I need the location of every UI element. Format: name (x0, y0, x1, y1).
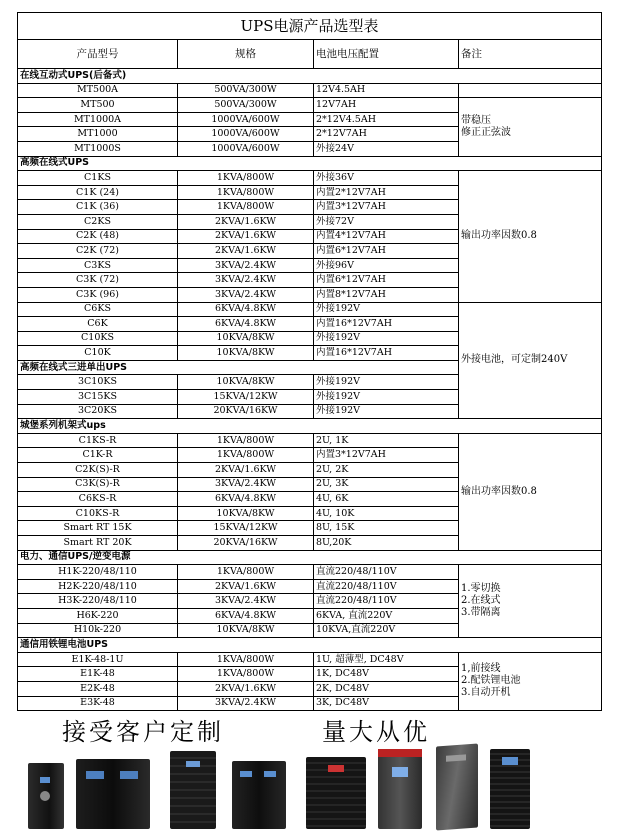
model-cell: H3K-220/48/110 (18, 594, 178, 609)
remark-cell: 1,前接线 2.配铁锂电池 3.自动开机 (459, 652, 602, 710)
spec-cell: 3KVA/2.4KW (178, 477, 314, 492)
spec-cell: 10KVA/8KW (178, 331, 314, 346)
model-cell: C2KS (18, 214, 178, 229)
battery-cell: 4U, 6K (314, 492, 459, 507)
battery-cell: 内置4*12V7AH (314, 229, 459, 244)
spec-cell: 2KVA/1.6KW (178, 681, 314, 696)
header-model: 产品型号 (18, 40, 178, 69)
battery-cell: 外接192V (314, 390, 459, 405)
model-cell: MT500A (18, 83, 178, 98)
spec-cell: 1KVA/800W (178, 667, 314, 682)
model-cell: E1K-48 (18, 667, 178, 682)
spec-cell: 20KVA/16KW (178, 404, 314, 419)
remark-cell: 输出功率因数0.8 (459, 171, 602, 302)
battery-cell: 外接192V (314, 302, 459, 317)
table-title: UPS电源产品选型表 (18, 13, 602, 40)
section-row (18, 419, 602, 434)
model-cell: H10k-220 (18, 623, 178, 638)
spec-cell: 1KVA/800W (178, 185, 314, 200)
spec-cell: 3KVA/2.4KW (178, 258, 314, 273)
ups-rack-angled-icon (436, 744, 478, 831)
spec-cell: 1000VA/600W (178, 127, 314, 142)
spec-cell: 6KVA/4.8KW (178, 317, 314, 332)
spec-cell: 500VA/300W (178, 98, 314, 113)
battery-cell: 2K, DC48V (314, 681, 459, 696)
section-row (18, 156, 602, 171)
battery-cell: 内置6*12V7AH (314, 273, 459, 288)
model-cell: 3C15KS (18, 390, 178, 405)
model-cell: MT1000A (18, 112, 178, 127)
header-remark: 备注 (459, 40, 602, 69)
battery-cell: 内置8*12V7AH (314, 287, 459, 302)
spec-cell: 10KVA/8KW (178, 375, 314, 390)
battery-cell: 2*12V7AH (314, 127, 459, 142)
spec-cell: 3KVA/2.4KW (178, 696, 314, 711)
section-row (18, 638, 602, 653)
spec-cell: 1KVA/800W (178, 448, 314, 463)
section-title: 高频在线式三进单出UPS (18, 360, 602, 375)
battery-cell: 外接192V (314, 331, 459, 346)
spec-cell: 1KVA/800W (178, 433, 314, 448)
model-cell: C10KS (18, 331, 178, 346)
model-cell: C2K (48) (18, 229, 178, 244)
model-cell: E1K-48-1U (18, 652, 178, 667)
table-row (18, 171, 602, 186)
battery-cell: 2U, 2K (314, 463, 459, 478)
model-cell: C6KS (18, 302, 178, 317)
battery-cell: 2U, 1K (314, 433, 459, 448)
spec-cell: 1KVA/800W (178, 171, 314, 186)
model-cell: H6K-220 (18, 608, 178, 623)
battery-cell: 内置16*12V7AH (314, 317, 459, 332)
model-cell: H2K-220/48/110 (18, 579, 178, 594)
remark-cell-empty (459, 83, 602, 98)
battery-cell: 4U, 10K (314, 506, 459, 521)
battery-cell: 直流220/48/110V (314, 579, 459, 594)
model-cell: C3K (96) (18, 287, 178, 302)
spec-cell: 6KVA/4.8KW (178, 492, 314, 507)
model-cell: C3K (72) (18, 273, 178, 288)
spec-cell: 10KVA/8KW (178, 506, 314, 521)
spec-cell: 1000VA/600W (178, 141, 314, 156)
table-row (18, 652, 602, 667)
remark-cell: 输出功率因数0.8 (459, 433, 602, 550)
product-photo-strip (0, 745, 638, 835)
model-cell: MT1000S (18, 141, 178, 156)
model-cell: MT1000 (18, 127, 178, 142)
spec-cell: 6KVA/4.8KW (178, 302, 314, 317)
battery-cell: 直流220/48/110V (314, 594, 459, 609)
battery-cell: 3K, DC48V (314, 696, 459, 711)
remark-cell: 1.零切换 2.在线式 3.带隔离 (459, 565, 602, 638)
ups-tower-dual-icon (232, 761, 286, 829)
spec-cell: 2KVA/1.6KW (178, 244, 314, 259)
remark-cell: 外接电池，可定制240V (459, 302, 602, 419)
model-cell: 3C20KS (18, 404, 178, 419)
spec-cell: 2KVA/1.6KW (178, 214, 314, 229)
remark-cell: 带稳压 修正正弦波 (459, 98, 602, 156)
model-cell: C1KS (18, 171, 178, 186)
battery-cell: 外接24V (314, 141, 459, 156)
battery-cell: 1U, 超薄型, DC48V (314, 652, 459, 667)
battery-cell: 8U, 15K (314, 521, 459, 536)
battery-cell: 外接36V (314, 171, 459, 186)
spec-cell: 1000VA/600W (178, 112, 314, 127)
battery-cell: 12V4.5AH (314, 83, 459, 98)
model-cell: C10K (18, 346, 178, 361)
battery-cell: 1K, DC48V (314, 667, 459, 682)
table-row (18, 302, 602, 317)
spec-cell: 1KVA/800W (178, 652, 314, 667)
header-battery: 电池电压配置 (314, 40, 459, 69)
spec-cell: 3KVA/2.4KW (178, 594, 314, 609)
bulk-banner: 量大从优 (322, 718, 430, 746)
battery-cell: 6KVA, 直流220V (314, 608, 459, 623)
ups-tower-medium-icon (76, 759, 150, 829)
model-cell: C6KS-R (18, 492, 178, 507)
model-cell: Smart RT 20K (18, 536, 178, 551)
spec-cell: 2KVA/1.6KW (178, 229, 314, 244)
spec-cell: 2KVA/1.6KW (178, 579, 314, 594)
battery-cell: 直流220/48/110V (314, 565, 459, 580)
model-cell: Smart RT 15K (18, 521, 178, 536)
model-cell: C3K(S)-R (18, 477, 178, 492)
model-cell: C1K-R (18, 448, 178, 463)
battery-cell: 内置16*12V7AH (314, 346, 459, 361)
model-cell: H1K-220/48/110 (18, 565, 178, 580)
battery-cell: 8U,20K (314, 536, 459, 551)
section-title: 电力、通信UPS/逆变电源 (18, 550, 602, 565)
title-row (18, 13, 602, 40)
custom-banner: 接受客户定制 (62, 718, 224, 746)
battery-cell: 内置2*12V7AH (314, 185, 459, 200)
spec-cell: 15KVA/12KW (178, 521, 314, 536)
spec-cell: 15KVA/12KW (178, 390, 314, 405)
battery-cell: 12V7AH (314, 98, 459, 113)
model-cell: MT500 (18, 98, 178, 113)
battery-cell: 2U, 3K (314, 477, 459, 492)
model-cell: C2K (72) (18, 244, 178, 259)
model-cell: C3KS (18, 258, 178, 273)
battery-cell: 2*12V4.5AH (314, 112, 459, 127)
spec-cell: 2KVA/1.6KW (178, 463, 314, 478)
ups-cabinet-icon (306, 757, 366, 829)
header-spec: 规格 (178, 40, 314, 69)
header-row (18, 40, 602, 69)
table-body (18, 13, 602, 711)
spec-cell: 10KVA/8KW (178, 623, 314, 638)
battery-cell: 10KVA,直流220V (314, 623, 459, 638)
ups-tower-display-icon (378, 749, 422, 829)
spec-cell: 3KVA/2.4KW (178, 273, 314, 288)
battery-cell: 外接192V (314, 375, 459, 390)
battery-cell: 内置6*12V7AH (314, 244, 459, 259)
ups-cabinet-tall-icon (490, 749, 530, 829)
spec-cell: 6KVA/4.8KW (178, 608, 314, 623)
section-row (18, 550, 602, 565)
spec-cell: 20KVA/16KW (178, 536, 314, 551)
table-row (18, 433, 602, 448)
spec-cell: 500VA/300W (178, 83, 314, 98)
section-title: 高频在线式UPS (18, 156, 602, 171)
spec-cell: 3KVA/2.4KW (178, 287, 314, 302)
model-cell: C1K (24) (18, 185, 178, 200)
ups-tower-tall-icon (170, 751, 216, 829)
model-cell: E2K-48 (18, 681, 178, 696)
table-row (18, 98, 602, 113)
spec-cell: 1KVA/800W (178, 200, 314, 215)
model-cell: C1K (36) (18, 200, 178, 215)
battery-cell: 内置3*12V7AH (314, 448, 459, 463)
battery-cell: 内置3*12V7AH (314, 200, 459, 215)
model-cell: 3C10KS (18, 375, 178, 390)
battery-cell: 外接96V (314, 258, 459, 273)
model-cell: E3K-48 (18, 696, 178, 711)
table-row (18, 565, 602, 580)
section-title: 城堡系列机架式ups (18, 419, 602, 434)
spec-cell: 10KVA/8KW (178, 346, 314, 361)
table-row (18, 83, 602, 98)
section-title: 通信用铁锂电池UPS (18, 638, 602, 653)
ups-tower-small-icon (28, 763, 64, 829)
battery-cell: 外接72V (314, 214, 459, 229)
selection-table (17, 12, 602, 711)
section-title: 在线互动式UPS(后备式) (18, 69, 602, 84)
model-cell: C2K(S)-R (18, 463, 178, 478)
model-cell: C6K (18, 317, 178, 332)
section-row (18, 69, 602, 84)
model-cell: C10KS-R (18, 506, 178, 521)
model-cell: C1KS-R (18, 433, 178, 448)
battery-cell: 外接192V (314, 404, 459, 419)
spec-cell: 1KVA/800W (178, 565, 314, 580)
